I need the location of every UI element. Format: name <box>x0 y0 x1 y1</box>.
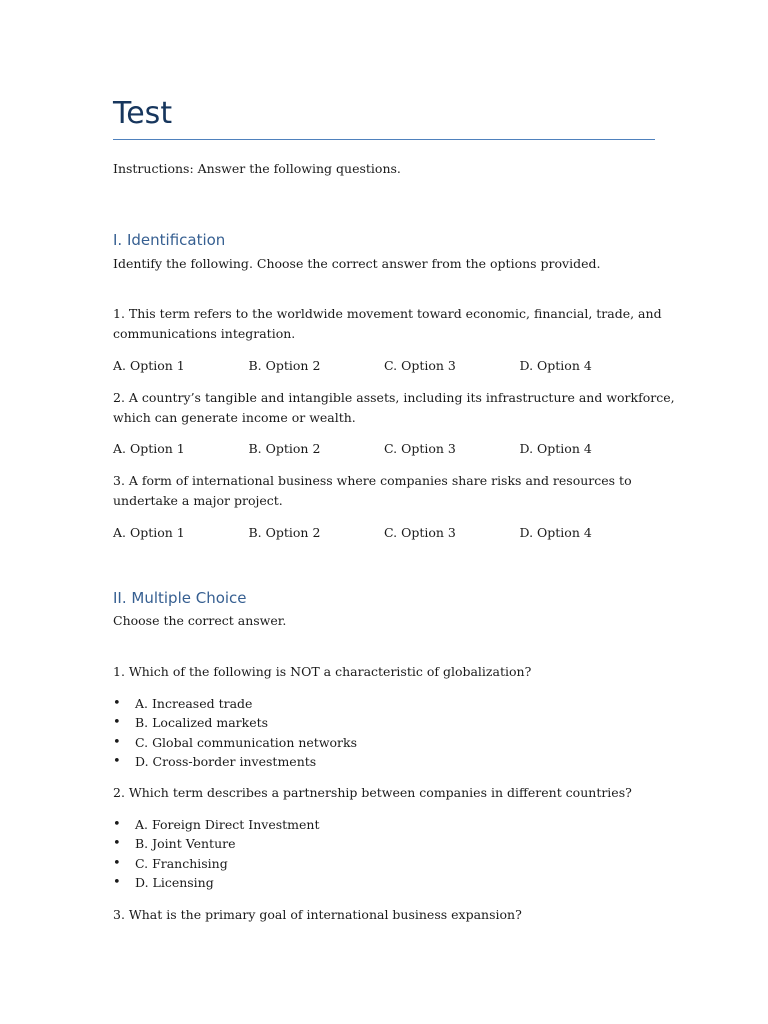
option-b: B. Option 2 <box>248 525 321 540</box>
option-d: D. Option 4 <box>519 358 592 373</box>
mc-question-3: 3. What is the primary goal of international business expansion? <box>113 907 522 922</box>
option-b: B. Option 2 <box>248 441 321 456</box>
mc-question-2: 2. Which term describes a partnership between companies in different countries? <box>113 785 632 800</box>
list-item <box>113 752 357 771</box>
bullet-icon: • <box>113 696 121 711</box>
mc-question-1: 1. Which of the following is NOT a characteristic of globalization? <box>113 664 532 679</box>
title-underline <box>113 139 655 140</box>
question-text-line: 2. A country’s tangible and intangible assets, including its infrastructure and workforce, <box>113 390 675 405</box>
option-c: C. Option 3 <box>384 441 456 456</box>
question-text-line: communications integration. <box>113 325 296 341</box>
list-item <box>113 713 357 732</box>
mc-question-1-choices <box>113 694 357 771</box>
bullet-icon: • <box>113 734 121 750</box>
section2-intro: Choose the correct answer. <box>113 613 287 628</box>
option-c: C. Option 3 <box>384 358 456 373</box>
section1-intro: Identify the following. Choose the correct answer from the options provided. <box>113 256 601 271</box>
option-c: C. Option 3 <box>384 525 456 540</box>
choice-text: D. Cross-border investments <box>135 753 317 769</box>
id-question-3-options <box>113 523 673 542</box>
choice-text: A. Foreign Direct Investment <box>135 817 320 832</box>
list-item <box>113 873 320 892</box>
id-question-3 <box>113 471 632 510</box>
bullet-icon: • <box>113 874 121 890</box>
section2-heading: II. Multiple Choice <box>113 589 247 607</box>
choice-text: D. Licensing <box>135 874 214 890</box>
page-title: Test <box>113 96 173 131</box>
mc-question-2-choices <box>113 815 320 892</box>
bullet-icon: • <box>113 753 121 769</box>
id-question-1-options <box>113 356 673 375</box>
question-text-line: which can generate income or wealth. <box>113 409 356 425</box>
list-item <box>113 733 357 752</box>
option-b: B. Option 2 <box>248 358 321 373</box>
question-text-line: 1. This term refers to the worldwide movement toward economic, financial, trade, and <box>113 306 662 321</box>
bullet-icon: • <box>113 855 121 871</box>
bullet-icon: • <box>113 817 121 832</box>
id-question-2-options <box>113 439 673 458</box>
choice-text: C. Franchising <box>135 855 228 871</box>
choice-text: A. Increased trade <box>135 696 253 711</box>
question-text-line: 3. A form of international business where companies share risks and resources to <box>113 473 632 488</box>
list-item <box>113 694 357 713</box>
id-question-1 <box>113 304 662 343</box>
question-text-line: undertake a major project. <box>113 492 283 508</box>
choice-text: C. Global communication networks <box>135 734 358 750</box>
instructions: Instructions: Answer the following questions. <box>113 161 401 176</box>
choice-text: B. Localized markets <box>135 715 269 731</box>
option-d: D. Option 4 <box>519 525 592 540</box>
option-a: A. Option 1 <box>113 441 185 456</box>
option-d: D. Option 4 <box>519 441 592 456</box>
section1-heading: I. Identification <box>113 231 226 249</box>
option-a: A. Option 1 <box>113 358 185 373</box>
choice-text: B. Joint Venture <box>135 836 236 852</box>
list-item <box>113 854 320 873</box>
bullet-icon: • <box>113 836 121 852</box>
id-question-2 <box>113 388 675 427</box>
option-a: A. Option 1 <box>113 525 185 540</box>
list-item <box>113 815 320 834</box>
list-item <box>113 834 320 853</box>
bullet-icon: • <box>113 715 121 731</box>
